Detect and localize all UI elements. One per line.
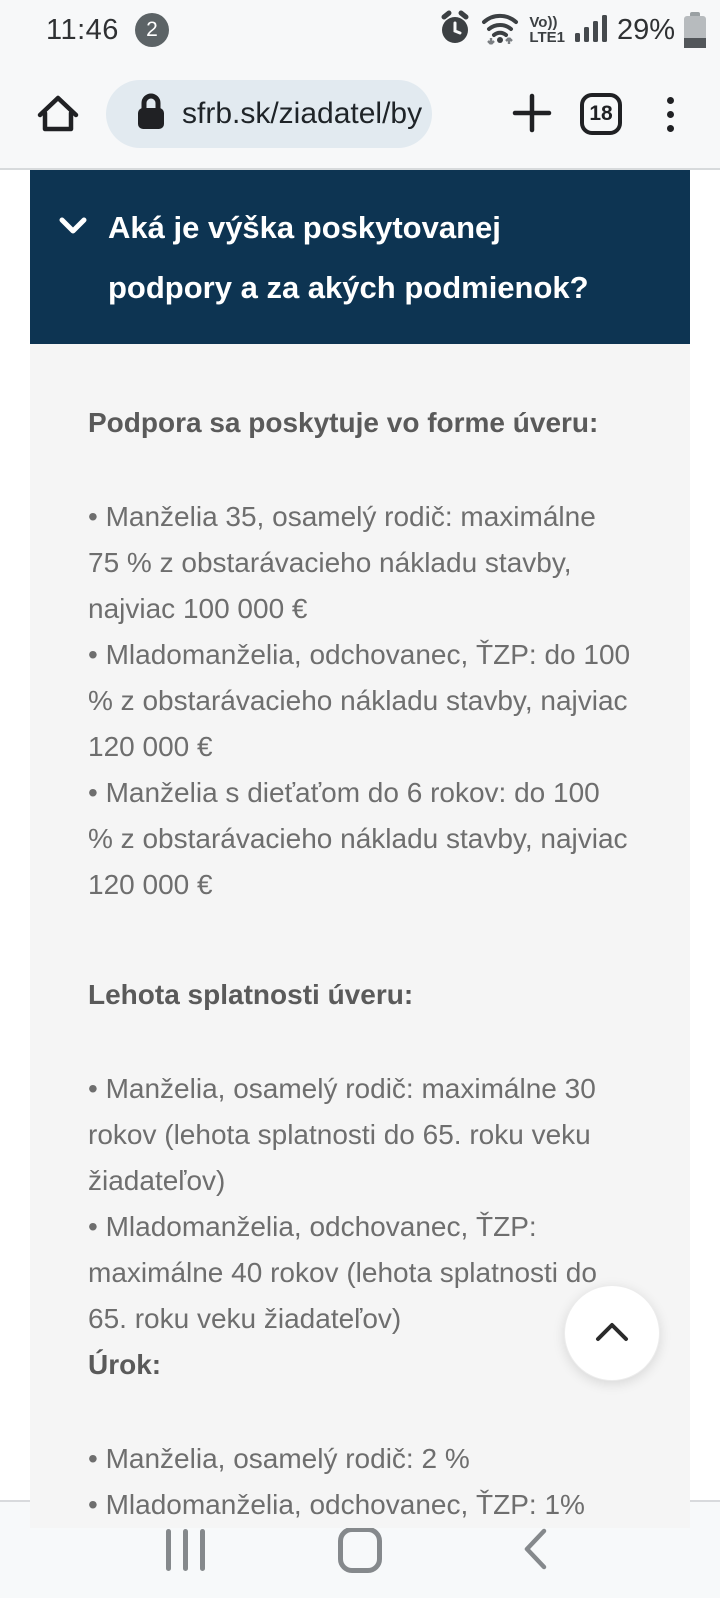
url-bar[interactable] bbox=[106, 80, 432, 148]
url-text: sfrb.sk/ziadatel/by bbox=[182, 97, 423, 130]
clock-time: 11:46 bbox=[46, 13, 119, 46]
back-icon bbox=[522, 1527, 548, 1574]
browser-toolbar bbox=[0, 60, 720, 170]
chevron-down-icon bbox=[58, 216, 88, 241]
list-item: • Manželia s dieťaťom do 6 rokov: do 100 % z obstarávacieho nákladu stavby, najviac 120 000 € bbox=[88, 777, 628, 900]
lock-icon bbox=[136, 93, 166, 136]
list-item: • Manželia, osamelý rodič: 2 % bbox=[88, 1443, 470, 1474]
battery-percent: 29% bbox=[616, 13, 675, 46]
web-page-viewport bbox=[0, 170, 720, 1520]
kebab-menu-icon bbox=[667, 97, 674, 132]
section-heading: Úrok: bbox=[88, 1349, 162, 1380]
signal-strength-icon bbox=[574, 12, 608, 49]
wifi-icon bbox=[480, 10, 520, 51]
plus-icon bbox=[511, 92, 553, 137]
volte-indicator: Vo)) LTE1 bbox=[529, 14, 565, 46]
status-bar bbox=[0, 0, 720, 60]
browser-menu-button[interactable] bbox=[642, 86, 698, 142]
bullet-list bbox=[88, 1066, 632, 1342]
list-item: • Mladomanželia, odchovanec, ŤZP: do 100 % z obstarávacieho nákladu stavby, najviac 120 000 € bbox=[88, 639, 631, 762]
nav-home-icon bbox=[338, 1527, 382, 1573]
home-button[interactable] bbox=[30, 86, 86, 142]
bullet-list bbox=[88, 1436, 632, 1528]
alarm-icon bbox=[439, 11, 471, 50]
recent-apps-icon bbox=[166, 1529, 205, 1571]
new-tab-button[interactable] bbox=[504, 86, 560, 142]
accordion-header[interactable] bbox=[30, 170, 690, 344]
list-item: • Mladomanželia, odchovanec, ŤZP: maximálne 40 rokov (lehota splatnosti do 65. roku veku žiadateľov) bbox=[88, 1211, 597, 1334]
tab-switcher-button[interactable]: 18 bbox=[580, 93, 622, 135]
accordion-title: Aká je výška poskytovanej podpory a za akých podmienok? bbox=[108, 210, 589, 305]
chevron-up-icon bbox=[594, 1321, 630, 1346]
home-icon bbox=[34, 91, 82, 138]
scroll-to-top-button[interactable] bbox=[564, 1285, 660, 1381]
section-heading: Lehota splatnosti úveru: bbox=[88, 979, 414, 1010]
list-item: • Mladomanželia, odchovanec, ŤZP: 1% bbox=[88, 1489, 585, 1520]
battery-icon bbox=[684, 12, 706, 48]
bullet-list bbox=[88, 494, 632, 908]
list-item: • Manželia 35, osamelý rodič: maximálne 75 % z obstarávacieho nákladu stavby, najviac 100 000 € bbox=[88, 501, 596, 624]
list-item: • Manželia, osamelý rodič: maximálne 30 rokov (lehota splatnosti do 65. roku veku žiadateľov) bbox=[88, 1073, 596, 1196]
section-heading: Podpora sa poskytuje vo forme úveru: bbox=[88, 407, 599, 438]
notification-count-badge: 2 bbox=[135, 13, 169, 47]
